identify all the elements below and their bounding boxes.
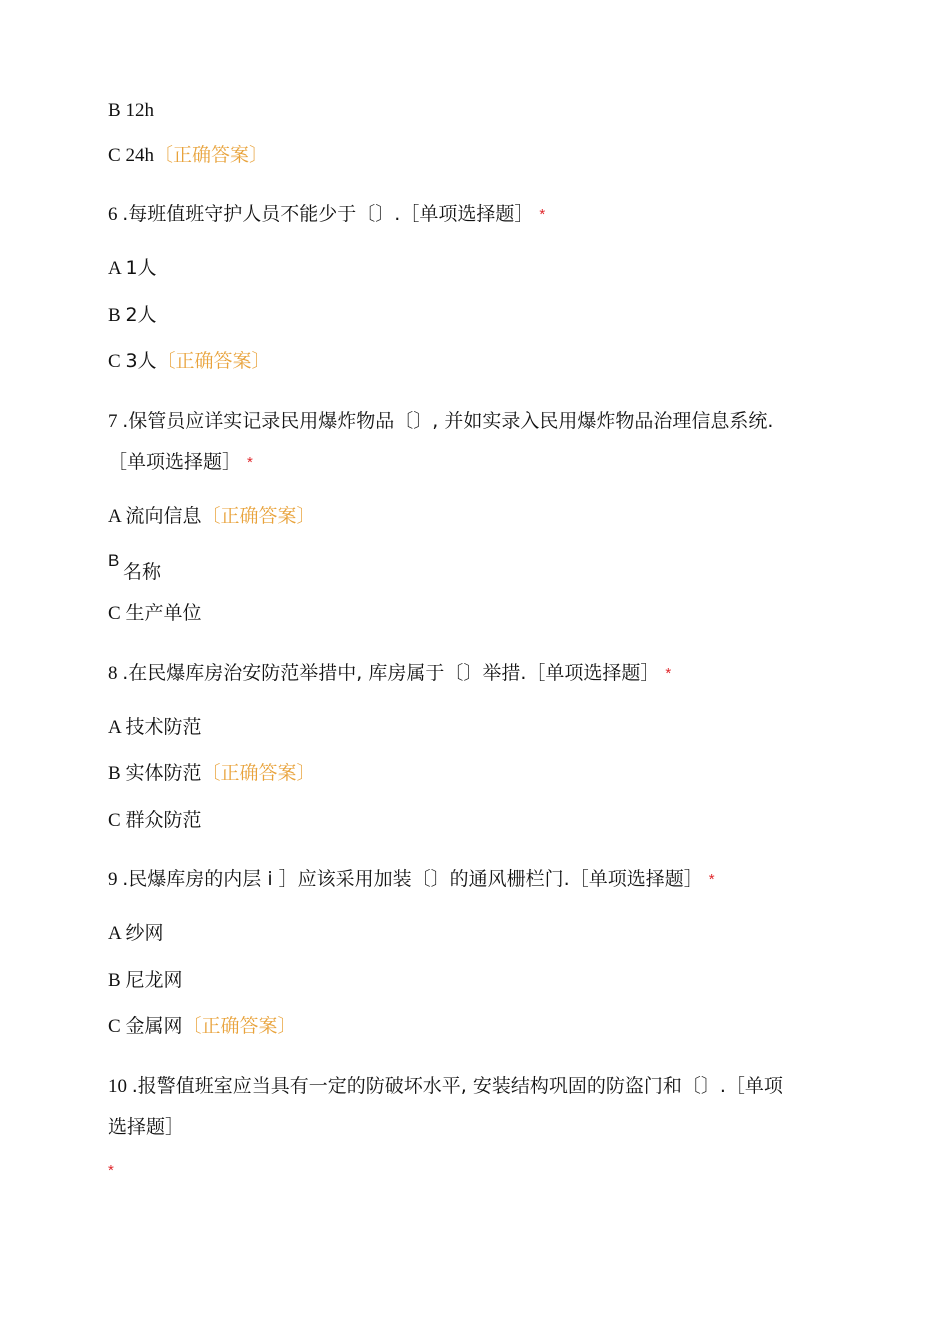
question-7-option-a: [108, 504, 315, 529]
option-letter: B: [108, 305, 121, 326]
option-text: 纱网: [125, 922, 164, 944]
question-10-continuation: [108, 1115, 184, 1140]
option-letter: B: [108, 763, 121, 784]
correct-answer-tag: 〔正确答案〕: [182, 1015, 297, 1037]
question-text: .报警值班室应当具有一定的防破坏水平, 安装结构巩固的防盗门和〔〕.［单项: [131, 1075, 783, 1097]
option-text: 生产单位: [125, 602, 202, 624]
correct-answer-tag: 〔正确答案〕: [201, 505, 316, 527]
question-9-option-a: [108, 921, 163, 946]
question-8-option-a: [108, 715, 201, 740]
question-number: 7: [108, 411, 118, 432]
question-text: .保管员应详实记录民用爆炸物品〔〕, 并如实录入民用爆炸物品治理信息系统.: [122, 410, 774, 432]
question-7-option-b: [123, 560, 161, 585]
question-number: 9: [108, 869, 118, 890]
option-letter: C: [108, 603, 121, 624]
option-letter: C: [108, 810, 121, 831]
option-letter: C: [108, 145, 121, 166]
option-letter: A: [108, 923, 121, 944]
question-9: [108, 867, 715, 893]
option-letter: C: [108, 1016, 121, 1037]
question-type-label: 选择题］: [108, 1116, 185, 1138]
question-10: [108, 1074, 783, 1099]
correct-answer-tag: 〔正确答案〕: [153, 144, 268, 166]
question-6: [108, 202, 545, 228]
question-text: .在民爆库房治安防范举措中, 库房属于〔〕举措.［单项选择题］: [122, 662, 660, 684]
question-text: .每班值班守护人员不能少于〔〕.［单项选择题］: [122, 203, 534, 225]
question-10-required-line: [108, 1159, 114, 1184]
option-text: 24h: [125, 145, 154, 166]
required-mark: *: [539, 206, 546, 223]
option-b-12h: [108, 99, 154, 123]
question-number: 8: [108, 663, 118, 684]
question-6-option-c: [108, 349, 271, 374]
question-text: .民爆库房的内层 i ］应该采用加装〔〕的通风栅栏门.［单项选择题］: [122, 868, 703, 890]
question-6-option-b: [108, 303, 157, 328]
option-text: 名称: [123, 561, 162, 583]
option-letter: B: [108, 100, 121, 121]
option-text: 尼龙网: [125, 969, 183, 991]
question-7-continuation: [108, 450, 253, 476]
option-letter: B: [108, 551, 120, 570]
option-text: 3人: [125, 350, 157, 372]
option-letter: C: [108, 351, 121, 372]
question-8-option-c: [108, 808, 201, 833]
required-mark: *: [708, 871, 715, 888]
option-text: 实体防范: [125, 762, 202, 784]
question-9-option-b: [108, 968, 182, 993]
required-mark: *: [247, 454, 253, 471]
option-c-24h: [108, 143, 268, 168]
question-7: [108, 409, 773, 434]
option-letter: A: [108, 258, 121, 279]
option-letter: A: [108, 506, 121, 527]
option-text: 技术防范: [125, 716, 202, 738]
question-number: 6: [108, 204, 118, 225]
option-text: 金属网: [125, 1015, 183, 1037]
required-mark: *: [665, 665, 672, 682]
question-number: 10: [108, 1076, 127, 1097]
required-mark: *: [108, 1162, 114, 1179]
correct-answer-tag: 〔正确答案〕: [156, 350, 271, 372]
question-7-option-c: [108, 601, 201, 626]
option-text: 1人: [125, 257, 157, 279]
option-letter: A: [108, 717, 121, 738]
option-text: 2人: [125, 304, 157, 326]
question-8: [108, 661, 671, 687]
correct-answer-tag: 〔正确答案〕: [201, 762, 316, 784]
question-6-option-a: [108, 256, 157, 281]
option-text: 12h: [125, 100, 154, 121]
question-8-option-b: [108, 761, 315, 786]
question-9-option-c: [108, 1014, 296, 1039]
option-text: 群众防范: [125, 809, 202, 831]
question-type-label: ［单项选择题］: [108, 451, 242, 473]
option-text: 流向信息: [125, 505, 202, 527]
option-letter: B: [108, 970, 121, 991]
